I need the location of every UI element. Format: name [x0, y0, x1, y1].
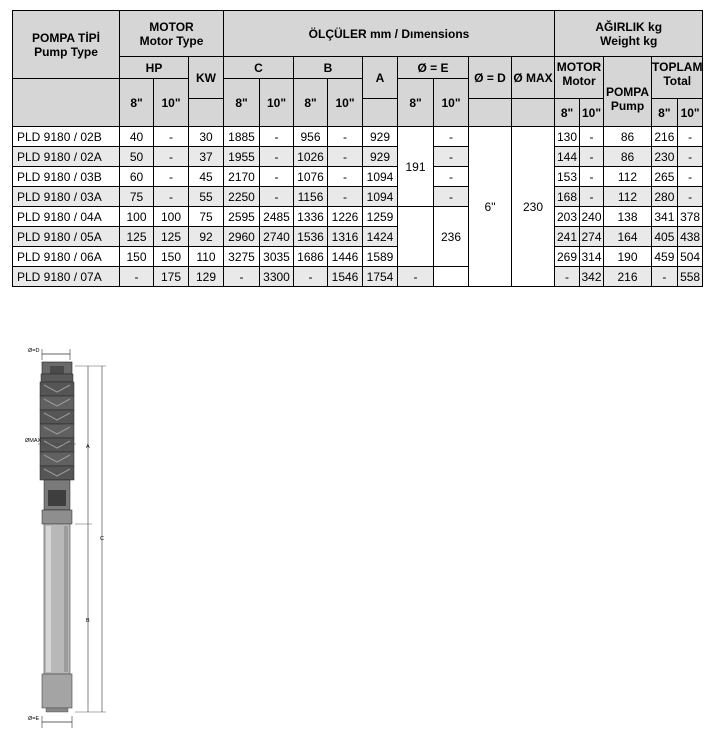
hp-10: 125 — [154, 227, 189, 247]
e-10-header: 10" — [434, 79, 469, 127]
motor-weight-8: 130 — [555, 127, 580, 147]
b-8: 1536 — [294, 227, 328, 247]
b-10: 1226 — [328, 207, 363, 227]
weight-header-en: Weight kg — [600, 33, 658, 48]
c-10: - — [260, 167, 294, 187]
table-row — [13, 227, 703, 247]
hp-8: 40 — [120, 127, 154, 147]
motor-weight-10: 240 — [580, 207, 604, 227]
kw: 75 — [189, 207, 224, 227]
total-weight-10: - — [677, 167, 703, 187]
b-10: - — [328, 147, 363, 167]
c-8: 3275 — [224, 247, 260, 267]
pump-name: PLD 9180 / 03B — [13, 167, 120, 187]
motor-weight-10: - — [580, 167, 604, 187]
b-8: 1336 — [294, 207, 328, 227]
total-weight-10: - — [677, 147, 703, 167]
motor-weight-10: 342 — [580, 267, 604, 287]
total-weight-10: 558 — [677, 267, 703, 287]
hp-8-header: 8" — [120, 79, 154, 127]
total-weight-8: 280 — [652, 187, 678, 207]
b-8: - — [294, 267, 328, 287]
b-8: 1026 — [294, 147, 328, 167]
pump-type-subheader — [13, 79, 120, 127]
a-dimension — [75, 366, 92, 524]
e-8-merged: 191 — [398, 127, 434, 207]
kw: 45 — [189, 167, 224, 187]
b-8: 1156 — [294, 187, 328, 207]
max-header: Ø MAX — [512, 57, 555, 99]
c-10: 2740 — [260, 227, 294, 247]
e-10: - — [434, 127, 469, 147]
hp-10: 175 — [154, 267, 189, 287]
max-dimension-label: ØMAX — [25, 438, 42, 444]
motor-weight-8: - — [555, 267, 580, 287]
table-row — [13, 207, 703, 227]
motor-weight-10: - — [580, 147, 604, 167]
c-10: - — [260, 147, 294, 167]
e-dimension — [28, 716, 72, 728]
total-weight-8: 216 — [652, 127, 678, 147]
total-weight-10: - — [677, 127, 703, 147]
table-row — [13, 187, 703, 207]
total-weight-10: - — [677, 187, 703, 207]
a-value: 1589 — [363, 247, 398, 267]
e-header: Ø = E — [398, 57, 469, 79]
c-8: 2960 — [224, 227, 260, 247]
c-8: 1885 — [224, 127, 260, 147]
hp-10: - — [154, 187, 189, 207]
pump-weight: 86 — [604, 147, 652, 167]
motor-header-tr: MOTOR — [149, 19, 194, 34]
total-weight-10-header: 10" — [677, 99, 703, 127]
c-10: 3300 — [260, 267, 294, 287]
kw: 129 — [189, 267, 224, 287]
pump-dimension-drawing — [20, 340, 130, 740]
motor-weight-10: 314 — [580, 247, 604, 267]
weight-header — [555, 11, 703, 57]
hp-8: 60 — [120, 167, 154, 187]
kw-header-cont — [189, 99, 224, 127]
kw: 110 — [189, 247, 224, 267]
e-8: - — [398, 267, 434, 287]
motor-weight-10-header: 10" — [580, 99, 604, 127]
e-8-blank — [398, 227, 434, 247]
c-8: - — [224, 267, 260, 287]
d-header: Ø = D — [469, 57, 512, 99]
pump-name: PLD 9180 / 06A — [13, 247, 120, 267]
c-8: 2595 — [224, 207, 260, 227]
kw: 92 — [189, 227, 224, 247]
b-dimension-label: B — [86, 618, 90, 624]
c-dimension-label: C — [100, 536, 104, 542]
total-weight-8: 265 — [652, 167, 678, 187]
pump-name: PLD 9180 / 05A — [13, 227, 120, 247]
pump-weight: 112 — [604, 187, 652, 207]
b-10: - — [328, 167, 363, 187]
a-value: 929 — [363, 147, 398, 167]
a-value: 1259 — [363, 207, 398, 227]
hp-10: 150 — [154, 247, 189, 267]
motor-weight-header-en: Motor — [562, 74, 596, 88]
a-dimension-label: A — [86, 444, 90, 450]
b-8: 1686 — [294, 247, 328, 267]
e-10-merged: 236 — [434, 207, 469, 267]
c-10-header: 10" — [260, 79, 294, 127]
e-10-blank — [434, 267, 469, 287]
kw-header: KW — [189, 57, 224, 99]
max-header-cont — [512, 99, 555, 127]
d-merged: 6" — [469, 127, 512, 287]
b-10: 1316 — [328, 227, 363, 247]
b-10: - — [328, 127, 363, 147]
motor-header-en: Motor Type — [139, 33, 204, 48]
total-weight-8-header: 8" — [652, 99, 678, 127]
hp-10: - — [154, 167, 189, 187]
b-dimension — [75, 524, 92, 712]
d-dimension-label: Ø=D — [28, 348, 40, 354]
kw: 37 — [189, 147, 224, 167]
total-weight-8: - — [652, 267, 678, 287]
pump-weight-header — [604, 57, 652, 127]
kw: 30 — [189, 127, 224, 147]
b-10: - — [328, 187, 363, 207]
pump-type-header-en: Pump Type — [34, 44, 98, 59]
weight-header-tr: AĞIRLIK kg — [595, 19, 663, 34]
hp-10: - — [154, 147, 189, 167]
hp-10: - — [154, 127, 189, 147]
a-value: 1094 — [363, 187, 398, 207]
a-value: 929 — [363, 127, 398, 147]
pump-name: PLD 9180 / 07A — [13, 267, 120, 287]
pump-body — [40, 362, 74, 712]
table-row — [13, 147, 703, 167]
c-8: 1955 — [224, 147, 260, 167]
motor-weight-8: 241 — [555, 227, 580, 247]
b-10-header: 10" — [328, 79, 363, 127]
e-dimension-label: Ø=E — [28, 716, 40, 722]
e-10: - — [434, 187, 469, 207]
hp-10-header: 10" — [154, 79, 189, 127]
hp-8: - — [120, 267, 154, 287]
total-weight-header-tr: TOPLAM — [652, 60, 703, 74]
a-value: 1424 — [363, 227, 398, 247]
c-10: 2485 — [260, 207, 294, 227]
total-weight-8: 341 — [652, 207, 678, 227]
b-10: 1446 — [328, 247, 363, 267]
c-10: - — [260, 187, 294, 207]
dimensions-header: ÖLÇÜLER mm / Dımensions — [224, 11, 555, 57]
e-8-header: 8" — [398, 79, 434, 127]
table-row — [13, 247, 703, 267]
max-merged: 230 — [512, 127, 555, 287]
motor-weight-10: - — [580, 127, 604, 147]
b-8: 1076 — [294, 167, 328, 187]
table-row — [13, 127, 703, 147]
table-row — [13, 167, 703, 187]
motor-weight-header — [555, 57, 604, 99]
a-header: A — [363, 57, 398, 99]
pump-weight: 216 — [604, 267, 652, 287]
hp-8: 150 — [120, 247, 154, 267]
c-header: C — [224, 57, 294, 79]
pump-type-header — [13, 11, 120, 79]
motor-weight-8: 144 — [555, 147, 580, 167]
motor-weight-8-header: 8" — [555, 99, 580, 127]
hp-8: 125 — [120, 227, 154, 247]
total-weight-10: 504 — [677, 247, 703, 267]
pump-weight: 164 — [604, 227, 652, 247]
motor-weight-10: - — [580, 187, 604, 207]
total-weight-header-en: Total — [663, 74, 692, 88]
e-10: - — [434, 147, 469, 167]
c-10: 3035 — [260, 247, 294, 267]
pump-weight: 86 — [604, 127, 652, 147]
d-dimension — [28, 348, 70, 360]
hp-header: HP — [120, 57, 189, 79]
total-weight-8: 405 — [652, 227, 678, 247]
e-8-blank — [398, 207, 434, 227]
total-weight-10: 378 — [677, 207, 703, 227]
total-weight-8: 230 — [652, 147, 678, 167]
pump-weight-header-tr: POMPA — [605, 85, 650, 99]
pump-name: PLD 9180 / 04A — [13, 207, 120, 227]
e-10: - — [434, 167, 469, 187]
motor-weight-8: 203 — [555, 207, 580, 227]
d-header-cont — [469, 99, 512, 127]
c-10: - — [260, 127, 294, 147]
c-8-header: 8" — [224, 79, 260, 127]
b-8-header: 8" — [294, 79, 328, 127]
e-8-blank — [398, 247, 434, 267]
total-weight-header — [652, 57, 703, 99]
table-row — [13, 267, 703, 287]
b-header: B — [294, 57, 363, 79]
motor-weight-8: 153 — [555, 167, 580, 187]
a-value: 1094 — [363, 167, 398, 187]
pump-spec-table — [12, 10, 703, 287]
motor-weight-8: 269 — [555, 247, 580, 267]
b-8: 956 — [294, 127, 328, 147]
b-10: 1546 — [328, 267, 363, 287]
hp-8: 50 — [120, 147, 154, 167]
pump-type-header-tr: POMPA TİPİ — [31, 30, 100, 45]
pump-weight: 112 — [604, 167, 652, 187]
motor-weight-10: 274 — [580, 227, 604, 247]
motor-header — [120, 11, 224, 57]
hp-8: 100 — [120, 207, 154, 227]
a-header-cont — [363, 99, 398, 127]
pump-weight: 138 — [604, 207, 652, 227]
pump-name: PLD 9180 / 02A — [13, 147, 120, 167]
pump-weight: 190 — [604, 247, 652, 267]
total-weight-8: 459 — [652, 247, 678, 267]
hp-10: 100 — [154, 207, 189, 227]
hp-8: 75 — [120, 187, 154, 207]
pump-weight-header-en: Pump — [610, 99, 645, 113]
kw: 55 — [189, 187, 224, 207]
total-weight-10: 438 — [677, 227, 703, 247]
c-8: 2250 — [224, 187, 260, 207]
motor-weight-header-tr: MOTOR — [556, 60, 602, 74]
motor-weight-8: 168 — [555, 187, 580, 207]
a-value: 1754 — [363, 267, 398, 287]
pump-name: PLD 9180 / 03A — [13, 187, 120, 207]
pump-name: PLD 9180 / 02B — [13, 127, 120, 147]
c-dimension — [92, 366, 106, 712]
c-8: 2170 — [224, 167, 260, 187]
